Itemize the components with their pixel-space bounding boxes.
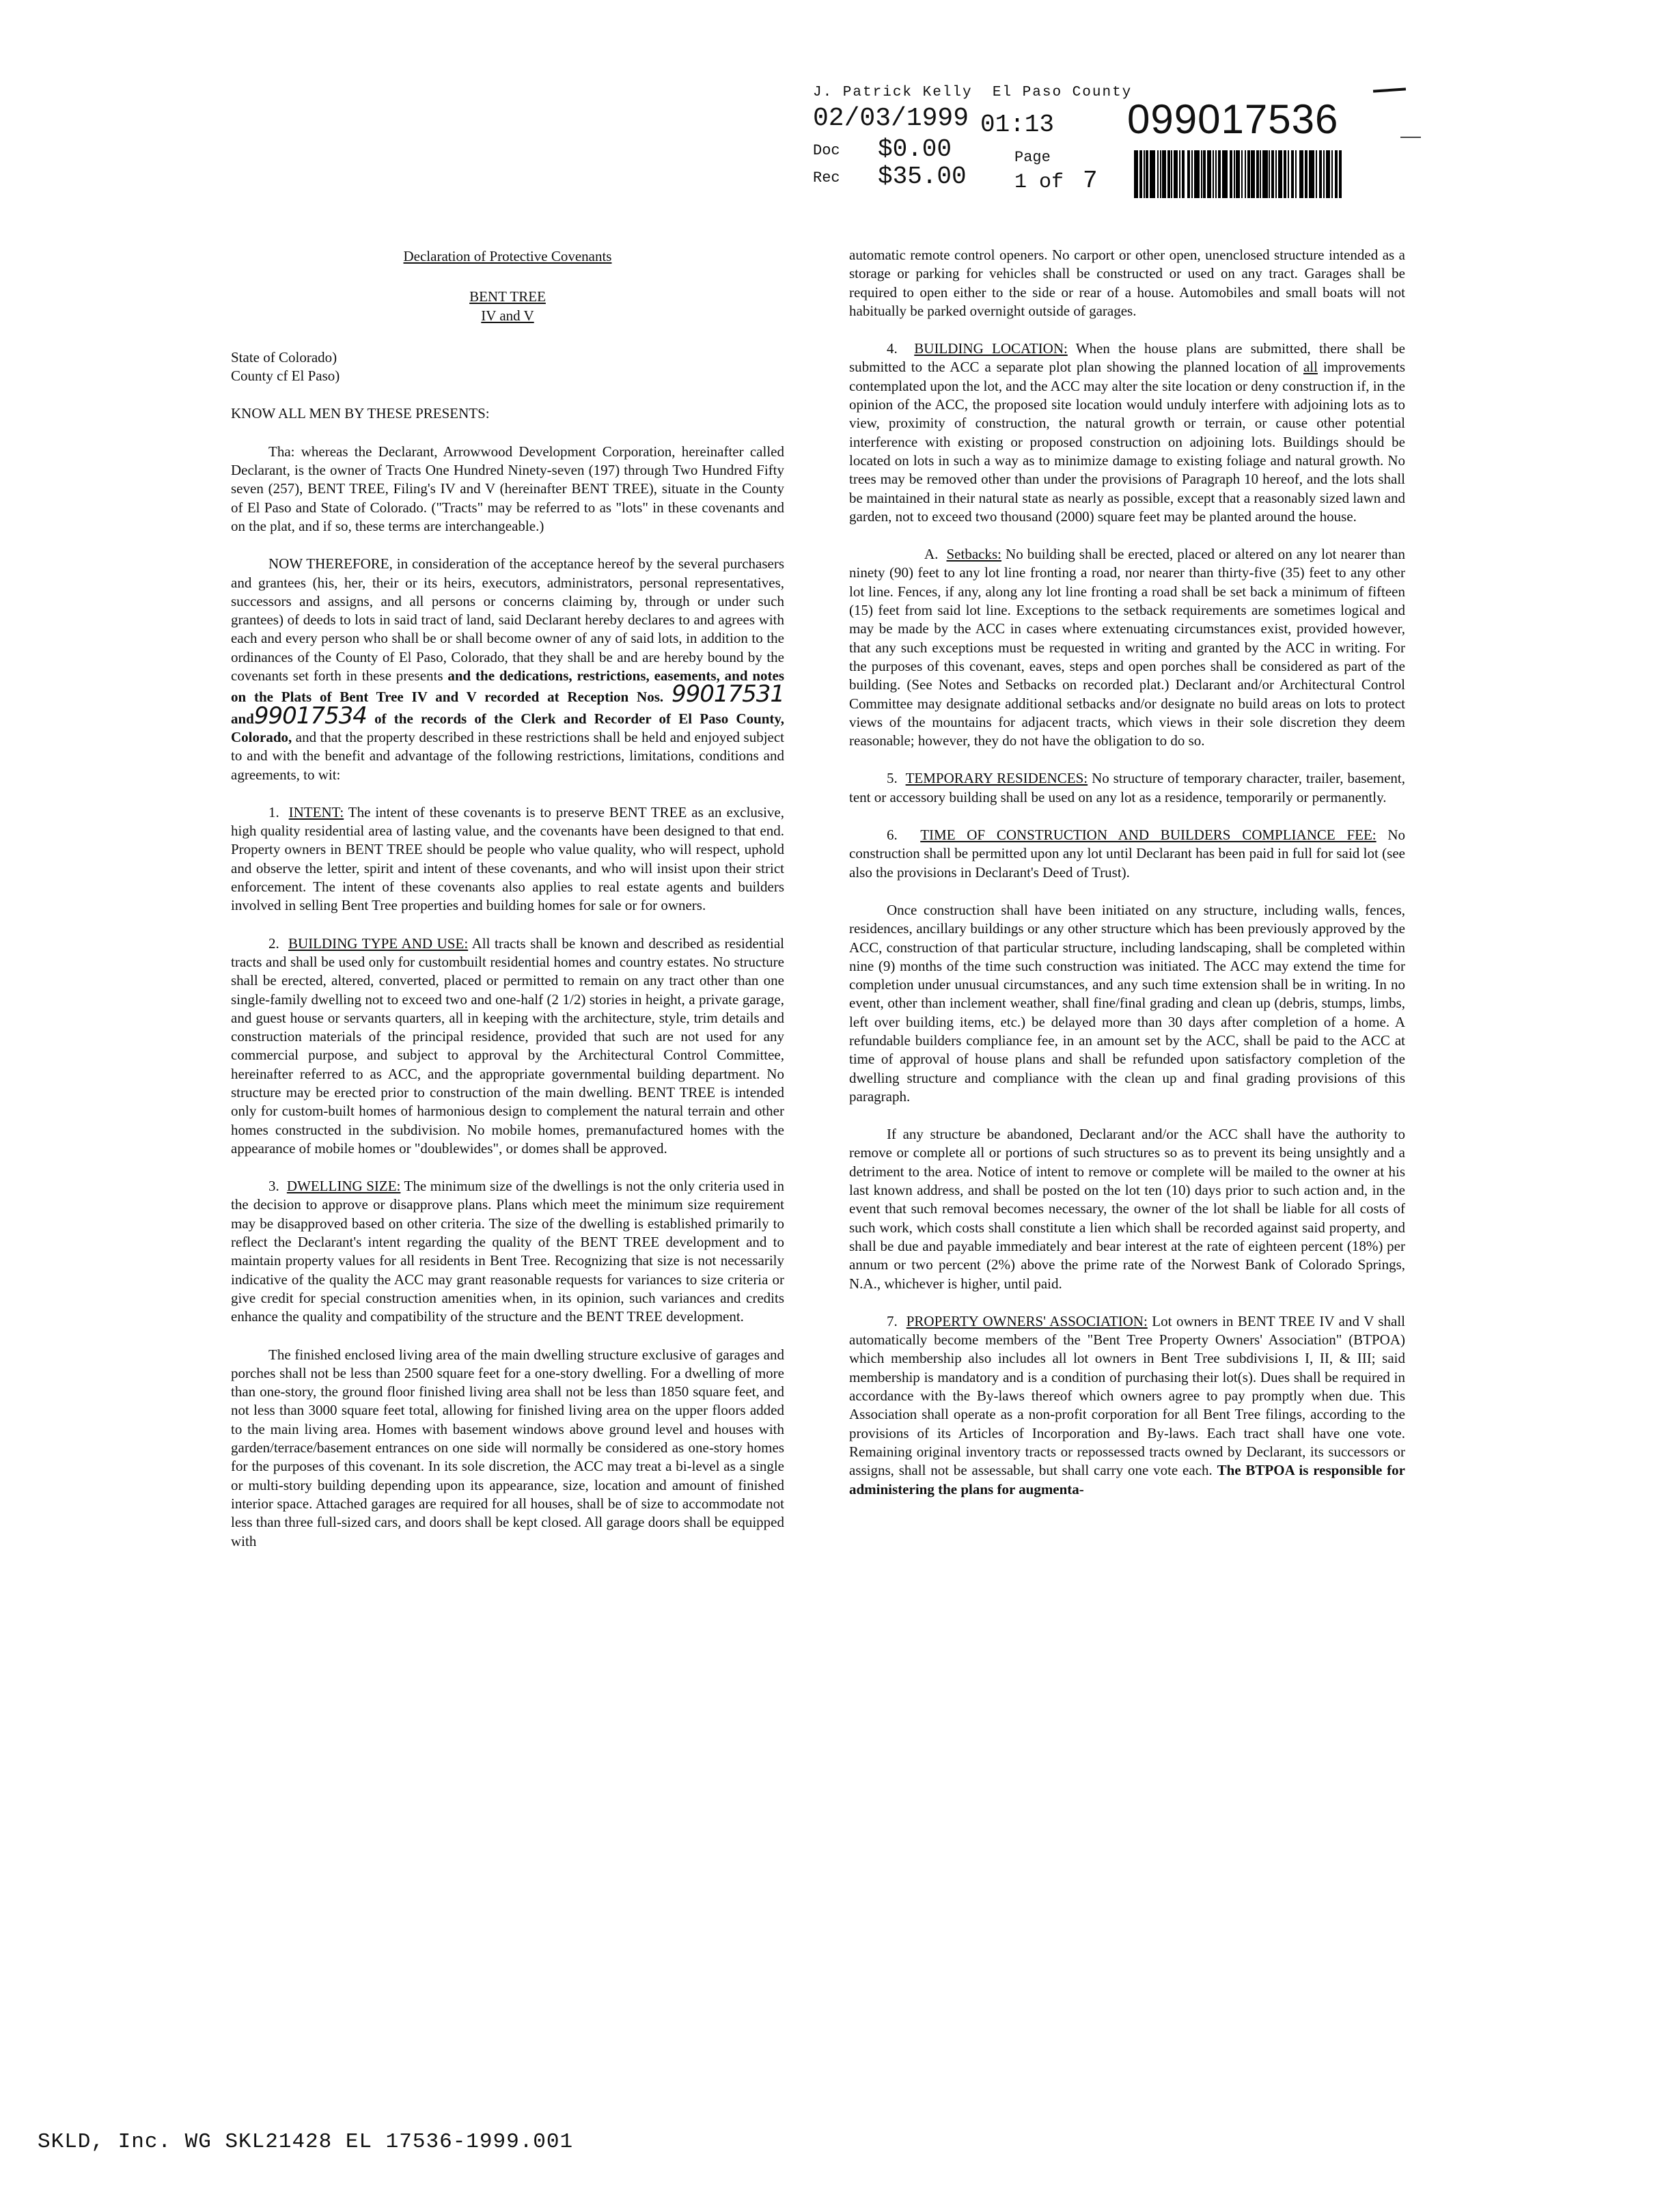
barcode-bar [1134, 150, 1138, 198]
section-body: The intent of these covenants is to preserve BENT TREE as an exclusive, high quality residential area of lasting value, and the covenants have been designed to that end. Property owners in BENT TREE should be people who value quality, who will respect, uphold and observe the letter, spirit and intent of these covenants, and who will insist upon their strict enforcement. The intent of these covenants also applies to real estate agents and builders involved in selling Bent Tree properties and building homes for sale or for owners. [231, 803, 784, 914]
section-body: No construction shall be permitted upon any lot until Declarant has been paid in full for said lot (see also the provisions in Declarant's Deed of Trust). [849, 827, 1406, 881]
right-column [849, 246, 1405, 1499]
rec-label: Rec [813, 169, 840, 186]
abandoned-structure-paragraph: If any structure be abandoned, Declarant and/or the ACC shall have the authority to remove or complete all or portions of such structures so as to prevent its being unsightly and a detriment to the area. Notice of intent to remove or complete will be mailed to the owner at his last known address, and shall be posted on the lot ten (10) days prior to such action and, in the event that such removal becomes necessary, the owner of the lot shall be liable for all costs of such work, which costs shall constitute a lien which shall be recorded against said property, and shall be due and payable immediately and bear interest at the rate of eighteen percent (18%) per annum or two percent (2%) above the prime rate of the Norwest Bank of Colorado Springs, N.A., whichever is higher, until paid. [849, 1126, 1405, 1292]
stamp-clerk: J. Patrick Kelly [813, 85, 973, 100]
barcode-bar [1139, 150, 1142, 198]
section-time-of-construction [849, 826, 1405, 882]
continued-paragraph: automatic remote control openers. No carport or other open, unenclosed structure intended as a storage or parking for vehicles shall be constructed or used on any tract. Garages shall be required to open either to the side or rear of a house. Automobiles and small boats will not habitually be parked overnight outside of garages. [849, 247, 1405, 319]
document-subtitle-2: IV and V [481, 307, 534, 324]
stamp-time: 01:13 [980, 111, 1055, 139]
section-temporary-residences [849, 769, 1405, 807]
once-construction-paragraph: Once construction shall have been initiated on any structure, including walls, fences, residences, ancillary buildings or any other structure which has been previously approved by the ACC, construction of that particular structure, including landscaping, shall be completed within nine (9) months of the time such construction was initiated. The ACC may extend the time for completion under unusual circumstances, and any such time extension shall be in writing. In no event, other than inclement weather, shall fine/final grading and clean up (debris, stumps, limbs, left over building items, etc.) be delayed more than 30 days after completion of a home. A refundable builders compliance fee, in an amount set by the ACC, shall be paid to the ACC at time of approval of house plans and shall be refunded upon satisfactory completion of the dwelling structure and compliance with the clean up and final grading provisions of this paragraph. [849, 901, 1405, 1105]
barcode-bar [1271, 150, 1274, 198]
page-total: 7 [1083, 167, 1098, 195]
footer-reference: SKLD, Inc. WG SKL21428 EL 17536-1999.001 [38, 2130, 574, 2154]
barcode-bar [1331, 150, 1333, 198]
barcode-bar [1275, 150, 1277, 198]
barcode-bar [1319, 150, 1322, 198]
section-building-location [849, 340, 1405, 526]
barcode-bar [1256, 150, 1259, 198]
barcode-bar [1207, 150, 1211, 198]
whereas-paragraph: Tha: whereas the Declarant, Arrowwood Development Corporation, hereinafter called Declarant, is the owner of Tracts One Hundred Ninety-seven (197) through Two Hundred Fifty seven (257), BENT TREE, Filing's IV and V (hereinafter BENT TREE), situate in the County of El Paso and State of Colorado. ("Tracts" may be referred to as "lots" in these covenants and on the plat, and if so, these terms are interchangeable.) [231, 443, 784, 534]
stamp-header [813, 85, 1132, 100]
barcode-bar [1260, 150, 1261, 198]
barcode-bar [1251, 150, 1255, 198]
barcode-bar [1144, 150, 1145, 198]
barcode-bar [1194, 150, 1200, 198]
barcode-bar [1150, 150, 1155, 198]
now-therefore-text-a: NOW THEREFORE, in consideration of the acceptance hereof by the several purchasers and grantees (his, her, their or its heirs, executors, administrators, personal representatives, successors and assigns, and all persons or concerns claiming by, through or under such grantees) of deeds to lots in said tract of land, said Declarant hereby declares to and agrees with each and every person who shall be or shall become owner of any of said lots, in addition to the ordinances of the County of El Paso, Colorado, that they shall be and are hereby bound by the covenants set forth in these presents [231, 555, 784, 685]
barcode-bar [1245, 150, 1246, 198]
handwritten-reception-no-1: 99017531 [671, 680, 785, 708]
section-building-type [231, 935, 784, 1159]
barcode-bar [1213, 150, 1214, 198]
doc-fee: $0.00 [878, 135, 952, 163]
barcode-bar [1278, 150, 1282, 198]
section-heading: Setbacks: [946, 546, 1001, 563]
barcode-bar [1146, 150, 1148, 198]
barcode-bar [1335, 150, 1338, 198]
stamp-county: El Paso County [992, 85, 1133, 100]
barcode-bar [1291, 150, 1294, 198]
barcode-bar [1288, 150, 1289, 198]
section-heading: TEMPORARY RESIDENCES: [905, 770, 1088, 787]
barcode-bar [1323, 150, 1325, 198]
barcode-bar [1305, 150, 1308, 198]
know-all-line: KNOW ALL MEN BY THESE PRESENTS: [231, 405, 490, 422]
barcode-bar [1201, 150, 1202, 198]
finished-area-paragraph: The finished enclosed living area of the main dwelling structure exclusive of garages and porches shall not be less than 2500 square feet for a one-story dwelling. For a dwelling of more than one-story, the ground floor finished living area shall not be less than 1850 square feet, and not less than 3000 square feet total, allowing for finished living area on the upper floors added to the main living area. Homes with basement windows above ground level and houses with garden/terrace/basement entrances on one side will normally be considered as one-story homes for the purposes of this covenant. In its sole discretion, the ACC may treat a bi-level as a single or multi-story building depending upon its appearance, size, location and amount of finished interior space. Attached garages are required for all houses, shall be of size to accommodate not less than three full-sized cars, and doors shall be kept closed. All garage doors shall be equipped with [231, 1346, 784, 1549]
barcode-bar [1218, 150, 1221, 198]
page-number-text: 1 of [1014, 171, 1064, 194]
barcode-bar [1203, 150, 1206, 198]
now-therefore-bold-b: of the records of the Clerk and Recorder of El Paso County, Colorado, [231, 710, 785, 745]
section-heading: BUILDING LOCATION: [914, 340, 1068, 357]
document-title: Declaration of Protective Covenants [403, 248, 612, 264]
margin-mark [1400, 137, 1421, 138]
barcode-bar [1236, 150, 1240, 198]
document-number: 099017536 [1127, 96, 1339, 142]
section-property-owners-association [849, 1312, 1405, 1499]
section-body: Lot owners in BENT TREE IV and V shall automatically become members of the "Bent Tree Property Owners' Association" (BTPOA) which membership also includes all lot owners in Bent Tree subdivisions I, II, & III; said membership is mandatory and is a condition of purchasing their lot(s). Dues shall be required in accordance with the By-laws thereof which owners agree to pay promptly when due. This Association shall operate as a non-profit corporation for all Bent Tree filings, according to the provisions of its Articles of Incorporation and By-laws. Each tract shall have one vote. Remaining original inventory tracts or repossessed tracts owned by Declarant, its successors or assigns, shall not be assessable, but shall carry one vote each. [849, 1312, 1406, 1479]
barcode-bar [1309, 150, 1314, 198]
barcode-bar [1316, 150, 1317, 198]
barcode-bar [1174, 150, 1178, 198]
section-body: No structure of temporary character, trailer, basement, tent or accessory building shall be used on any lot as a residence, temporarily or permanently. [849, 770, 1406, 805]
section-number: 1. [268, 803, 279, 820]
section-heading: BUILDING TYPE AND USE: [288, 935, 469, 952]
stamp-date: 02/03/1999 [813, 104, 969, 133]
barcode-bar [1171, 150, 1172, 198]
barcode-bar [1295, 150, 1297, 198]
section-heading: PROPERTY OWNERS' ASSOCIATION: [906, 1312, 1148, 1329]
section-number: 7. [887, 1312, 898, 1329]
barcode-bar [1182, 150, 1185, 198]
handwritten-reception-no-2: 99017534 [253, 702, 367, 730]
county-line: County cf El Paso) [231, 368, 340, 385]
section-number: 5. [887, 770, 898, 787]
barcode-bar [1187, 150, 1190, 198]
emphasis-all: all [1303, 359, 1318, 376]
barcode-bar [1262, 150, 1268, 198]
section-heading: INTENT: [288, 803, 344, 820]
section-setbacks [849, 545, 1405, 750]
section-dwelling-size [231, 1177, 784, 1326]
recording-stamp [806, 75, 1523, 212]
now-therefore-and: and [231, 710, 254, 727]
document-subtitle: BENT TREE [469, 288, 546, 305]
section-number: 3. [268, 1178, 279, 1195]
left-column [231, 247, 784, 1551]
section-number: 2. [268, 935, 279, 952]
section-heading: DWELLING SIZE: [286, 1178, 401, 1195]
now-therefore-text-b: and that the property described in these restrictions shall be held and enjoyed subject to and with the benefit and advantage of the following restrictions, limitations, conditions and agreements, to wit: [231, 728, 785, 783]
barcode-bar [1234, 150, 1235, 198]
section-body: All tracts shall be known and described as residential tracts and shall be used only for custombuilt residential homes and country estates. No structure shall be erected, altered, converted, placed or permitted to remain on any tract other than one single-family dwelling not to exceed two and one-half (2 1/2) stories in height, a private garage, and guest house or servants quarters, all in keeping with the architecture, style, trim details and construction materials of the principal residence, provided that such are not used for any commercial purpose, and subject to approval by the Architectural Control Committee, hereinafter referred to as ACC, and the appropriate governmental building department. No structure may be erected prior to construction of the main dwelling. BENT TREE is intended only for custom-built homes of harmonious design to complement the natural terrain and other homes constructed in the subdivision. No mobile homes, premanufactured homes with the appearance of mobile homes or "doublewides", or domes shall be approved. [231, 935, 785, 1157]
section-number: 6. [887, 827, 898, 844]
barcode-bar [1247, 150, 1250, 198]
page-label: Page [1014, 149, 1051, 166]
section-body: improvements contemplated upon the lot, and the ACC may alter the site location or deny construction if, in the opinion of the ACC, the proposed site location would unduly interfere with adjoining lots as to view, proximity of construction, the natural growth or terrain, or cause other potential interference with existing or proposed construction on adjoining lots. Buildings should be located on lots in such a way as to minimize damage to existing foliage and natural growth. No trees may be removed other than under the provisions of Paragraph 10 hereof, and the lots shall be maintained in their natural state as nearly as possible, except that a reasonably sized lawn and garden, not to exceed two thousand (2000) square feet may be planted around the house. [849, 359, 1406, 525]
barcode-bar [1167, 150, 1170, 198]
barcode-bar [1160, 150, 1161, 198]
barcode-bar [1241, 150, 1243, 198]
section-body: When the house plans are submitted, there shall be submitted to the ACC a separate plot plan showing the planned location of [849, 340, 1405, 376]
doc-label: Doc [813, 142, 840, 159]
barcode-bar [1222, 150, 1228, 198]
barcode-bar [1230, 150, 1232, 198]
section-number: A. [924, 546, 939, 563]
section-body: The minimum size of the dwellings is not the only criteria used in the decision to approve or disapprove plans. Plans which meet the minimum size requirement may be disapproved based on other criteria. The size of the dwelling is established primarily to reflect the Declarant's intent regarding the quality of the BENT TREE development and to maintain property values for all residents in Bent Tree. Recognizing that size is not necessarily indicative of the quality the ACC may grant reasonable requests for variances to size criteria or give credit for special construction amenities when, in its opinion, such variances and credits enhance the quality and compatibility of the structure and the BENT TREE development. [231, 1178, 785, 1325]
section-number: 4. [887, 340, 898, 357]
now-therefore-bold-a: and the dedications, restrictions, easements, and notes on the Plats of Bent Tree IV and V recorded at Reception Nos. [231, 667, 784, 706]
barcode-bar [1284, 150, 1286, 198]
state-line: State of Colorado) [231, 348, 337, 365]
section-body: No building shall be erected, placed or altered on any lot nearer than ninety (90) feet to any lot line fronting a road, nor nearer than thirty-five (35) feet to any other lot line. Fences, if any, along any lot line fronting a road shall be set back a minimum of fifteen (15) feet from said lot line. Exceptions to the setback requirements are sometimes logical and may be made by the ACC in cases where extenuating circumstances exist, provided however, that any such exceptions must be requested in writing and granted by the ACC in writing. For the purposes of this covenant, eaves, steps and open porches shall be considered as part of the building. (See Notes and Setbacks on recorded plat.) Declarant and/or Architectural Control Committee may designate additional setbacks and/or designate no build areas on lots to protect views of the mountains for adjacent tracts, which views in their sole discretion they deem reasonable; however, they do not have the obligation to do so. [849, 546, 1406, 749]
barcode-bar [1339, 150, 1342, 198]
rec-fee: $35.00 [878, 163, 967, 191]
barcode-bar [1191, 150, 1193, 198]
barcode-bar [1269, 150, 1270, 198]
barcode-bar [1179, 150, 1180, 198]
section-body-bold: The BTPOA is responsible for administering the plans for augmenta- [849, 1462, 1405, 1497]
barcode-bar [1162, 150, 1166, 198]
barcode-bar [1326, 150, 1330, 198]
barcode-bar [1299, 150, 1303, 198]
now-therefore-paragraph [231, 555, 784, 784]
barcode [1134, 150, 1380, 198]
barcode-bar [1157, 150, 1159, 198]
section-intent [231, 803, 784, 915]
section-heading: TIME OF CONSTRUCTION AND BUILDERS COMPLIANCE FEE: [920, 827, 1377, 844]
barcode-bar [1215, 150, 1217, 198]
